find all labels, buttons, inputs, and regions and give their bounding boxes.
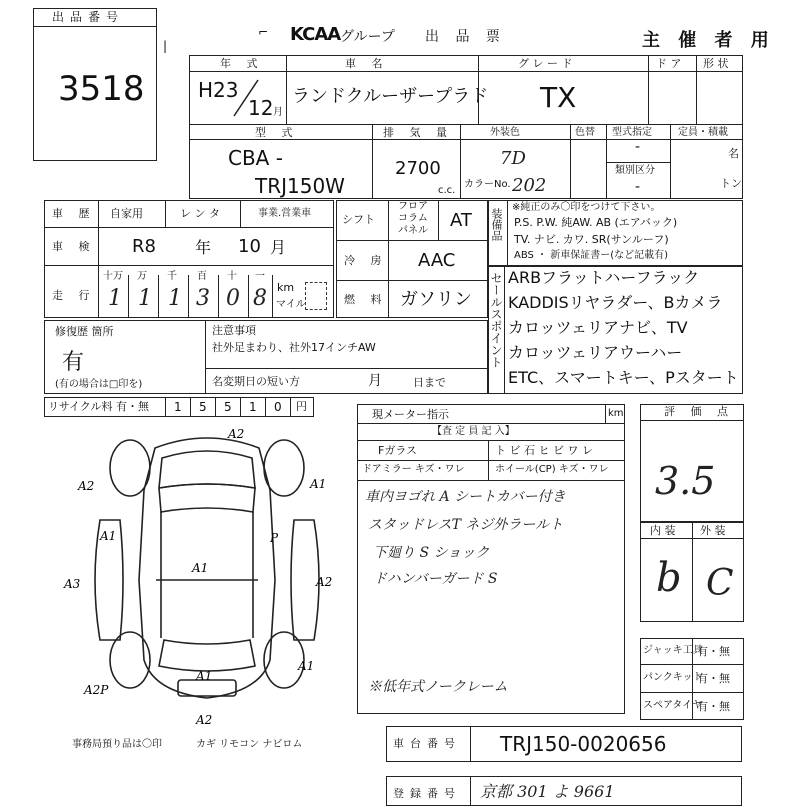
inspection-era: R8: [132, 236, 156, 257]
model-value-2: TRJ150W: [255, 174, 345, 198]
name-change-month: 月: [368, 373, 382, 389]
car-diagram: [64, 427, 350, 730]
class-value: -: [635, 179, 641, 195]
diagram-mark-9: A1: [298, 659, 315, 673]
sales-point-2: カロッツェリアナビ、TV: [508, 318, 688, 337]
year-era: H23: [198, 78, 239, 102]
brand-logo: KCAA: [290, 24, 341, 45]
lot-label: 出品番号: [52, 10, 125, 24]
year-month: 12: [248, 96, 274, 120]
mileage-digit-5: 8: [253, 286, 267, 311]
equipment-line3: ABS ・ 新車保証書ー(など記載有): [514, 250, 669, 261]
year-label: 年 式: [220, 57, 264, 70]
name-change-day: 日まで: [413, 376, 446, 389]
mile-checkbox: [305, 282, 327, 310]
colorno-label: カラーNo.: [464, 179, 511, 190]
equipment-note: ※純正のみ〇印をつけて下さい。: [512, 202, 661, 213]
grade-label: グ レ ー ド: [518, 57, 573, 70]
recycle-digit-0: 1: [174, 400, 182, 414]
mileage-place-2: 千: [167, 271, 177, 282]
recycle-digit-2: 5: [224, 400, 232, 414]
ac-label: 冷 房: [344, 254, 388, 267]
mileage-place-0: 十万: [103, 271, 123, 282]
mileage-place-4: 十: [227, 271, 237, 282]
jack-row-2-label: スペアタイヤ: [643, 700, 703, 711]
exterior-value: C: [706, 563, 734, 604]
year-month-unit: 月: [273, 107, 283, 118]
shift-label: シフト: [342, 213, 375, 226]
inspector-section-label: 【査 定 員 記 入】: [432, 426, 515, 437]
sales-point-3: カロッツェリアウーハー: [508, 343, 683, 362]
diagram-mark-4: A3: [64, 577, 81, 591]
capacity-unit-2: トン: [720, 177, 742, 190]
brand-group: グループ: [340, 29, 395, 45]
jack-row-1-value: 有・無: [697, 672, 730, 685]
chassis-label: 車台番号: [393, 737, 461, 750]
door-label: ド ア: [656, 57, 682, 70]
name-change-label: 名変期日の短い方: [212, 375, 300, 388]
diagram-mark-2: A1: [310, 477, 327, 491]
wheel-label: ホイール(CP) キズ・ワレ: [495, 464, 609, 475]
fuel-value: ガソリン: [400, 289, 472, 310]
carname-value: ランドクルーザープラド: [292, 86, 489, 107]
meter-label: 現メーター指示: [372, 408, 449, 421]
meter-unit: km: [608, 408, 624, 419]
caution-text: 社外足まわり、社外17インチAW: [212, 341, 376, 354]
chassis-value: TRJ150-0020656: [500, 732, 667, 756]
mileage-digit-0: 1: [108, 286, 122, 311]
model-value-1: CBA -: [228, 146, 283, 170]
repair-label: 修復歴 箇所: [55, 325, 114, 338]
color-value: 7D: [500, 148, 526, 169]
model-spec-label: 型式指定: [612, 127, 652, 138]
mileage-unit-mile: マイル: [276, 299, 306, 310]
sheet-title: 出 品 票: [425, 29, 506, 45]
carname-label: 車 名: [345, 57, 389, 70]
sales-point-1: KADDISリヤラダー、Bカメラ: [508, 293, 723, 312]
history-opt3: 事業.営業車: [258, 208, 312, 219]
caution-label: 注意事項: [212, 324, 256, 337]
registration-label: 登録番号: [393, 787, 461, 800]
interior-value: b: [656, 555, 682, 601]
jack-row-0-label: ジャッキ工具: [643, 645, 703, 656]
history-opt2: レ ン タ: [180, 207, 220, 220]
binding-mark-2: ⌐: [258, 25, 269, 39]
disp-unit: c.c.: [438, 185, 456, 196]
sales-points-label: セールスポイント: [489, 272, 503, 368]
mileage-place-3: 百: [197, 271, 207, 282]
equipment-label: 装備品: [490, 208, 503, 241]
mileage-unit-km: km: [277, 281, 295, 294]
mileage-digit-4: 0: [226, 286, 240, 311]
registration-value: 京都 301 よ 9661: [480, 782, 615, 801]
diagram-mark-10: A2P: [84, 683, 109, 697]
score-label: 評 価 点: [664, 405, 734, 418]
diagram-mark-7: A2: [316, 575, 333, 589]
mileage-label: 走 行: [52, 289, 96, 302]
fuel-label: 燃 料: [344, 293, 388, 306]
inspector-note-1: スタッドレスT ネジ外ラールト: [368, 517, 564, 533]
binding-mark-1: |: [163, 39, 168, 53]
glass-opts: ト ビ 石 ヒ ビ ワ レ: [495, 444, 593, 457]
diagram-mark-11: A2: [196, 713, 213, 727]
recycle-digit-3: 1: [249, 400, 257, 414]
repair-note: (有の場合は□印を): [55, 379, 143, 390]
color-label: 外装色: [490, 127, 520, 138]
recycle-digit-1: 5: [199, 400, 207, 414]
model-spec-value: -: [635, 139, 641, 155]
mileage-place-5: 一: [255, 271, 265, 282]
equipment-line1: P.S. P.W. 純AW. AB (エアバック): [514, 216, 678, 229]
office-label: 事務局預り品は〇印: [72, 739, 162, 750]
glass-label: Fガラス: [378, 444, 417, 457]
exterior-label: 外 装: [700, 524, 726, 537]
repair-value: 有: [62, 350, 85, 375]
score-value: 3.5: [655, 459, 716, 503]
model-label: 型 式: [255, 126, 299, 139]
class-label: 類別区分: [615, 165, 655, 176]
diagram-mark-1: A2: [78, 479, 95, 493]
mileage-place-1: 万: [137, 271, 147, 282]
inspector-note-2: 下廻り S ショック: [373, 545, 490, 561]
recycle-digit-4: 0: [274, 400, 282, 414]
disp-label: 排 気 量: [383, 126, 453, 139]
diagram-mark-5: A1: [100, 529, 117, 543]
inspection-month: 10: [238, 236, 261, 257]
grade-value: TX: [540, 81, 577, 114]
mileage-digit-1: 1: [138, 286, 152, 311]
shift-opt-1: コラム: [398, 213, 428, 224]
recycle-label: リサイクル料 有・無: [48, 400, 149, 413]
jack-row-1-label: パンクキット: [643, 672, 703, 683]
office-items: カギ リモコン ナビロム: [196, 739, 303, 750]
shape-label: 形 状: [703, 57, 729, 70]
mileage-digit-3: 3: [196, 286, 210, 311]
inspection-month-unit: 月: [270, 238, 287, 257]
inspector-note-3: ドハンバーガード S: [373, 571, 498, 587]
history-opt1: 自家用: [110, 207, 143, 220]
sales-point-4: ETC、スマートキー、Pスタート: [508, 368, 739, 387]
diagram-mark-0: A2: [228, 427, 245, 441]
inspector-note-4: ※低年式ノークレーム: [368, 679, 508, 695]
shift-opt-0: フロア: [398, 201, 428, 212]
disp-value: 2700: [395, 158, 441, 179]
sales-point-0: ARBフラットハーフラック: [508, 268, 700, 287]
mirror-label: ドアミラー キズ・ワレ: [362, 464, 465, 475]
history-label: 車 歴: [52, 207, 96, 220]
repaint-label: 色替: [575, 127, 595, 138]
colorno-value: 202: [512, 175, 547, 196]
capacity-unit-1: 名: [728, 147, 739, 160]
inspection-label: 車 検: [52, 240, 96, 253]
diagram-mark-8: A1: [196, 669, 213, 683]
shift-opt-2: パネル: [398, 225, 428, 236]
organizer-label: 主 催 者 用: [642, 30, 775, 51]
interior-label: 内 装: [650, 524, 676, 537]
shift-value: AT: [450, 210, 472, 231]
diagram-mark-3: A1: [192, 561, 209, 575]
jack-row-0-value: 有・無: [697, 645, 730, 658]
jack-row-2-value: 有・無: [697, 700, 730, 713]
mileage-digit-2: 1: [168, 286, 182, 311]
inspection-year-unit: 年: [195, 238, 212, 257]
equipment-line2: TV. ナビ. カワ. SR(サンルーフ): [514, 233, 669, 246]
inspector-note-0: 車内ヨゴれ A シートカバー付き: [365, 489, 566, 505]
ac-value: AAC: [418, 250, 456, 271]
recycle-unit: 円: [296, 400, 307, 413]
diagram-mark-6: P: [270, 531, 279, 545]
lot-number: 3518: [58, 69, 145, 109]
capacity-label: 定員・積載: [678, 127, 728, 138]
